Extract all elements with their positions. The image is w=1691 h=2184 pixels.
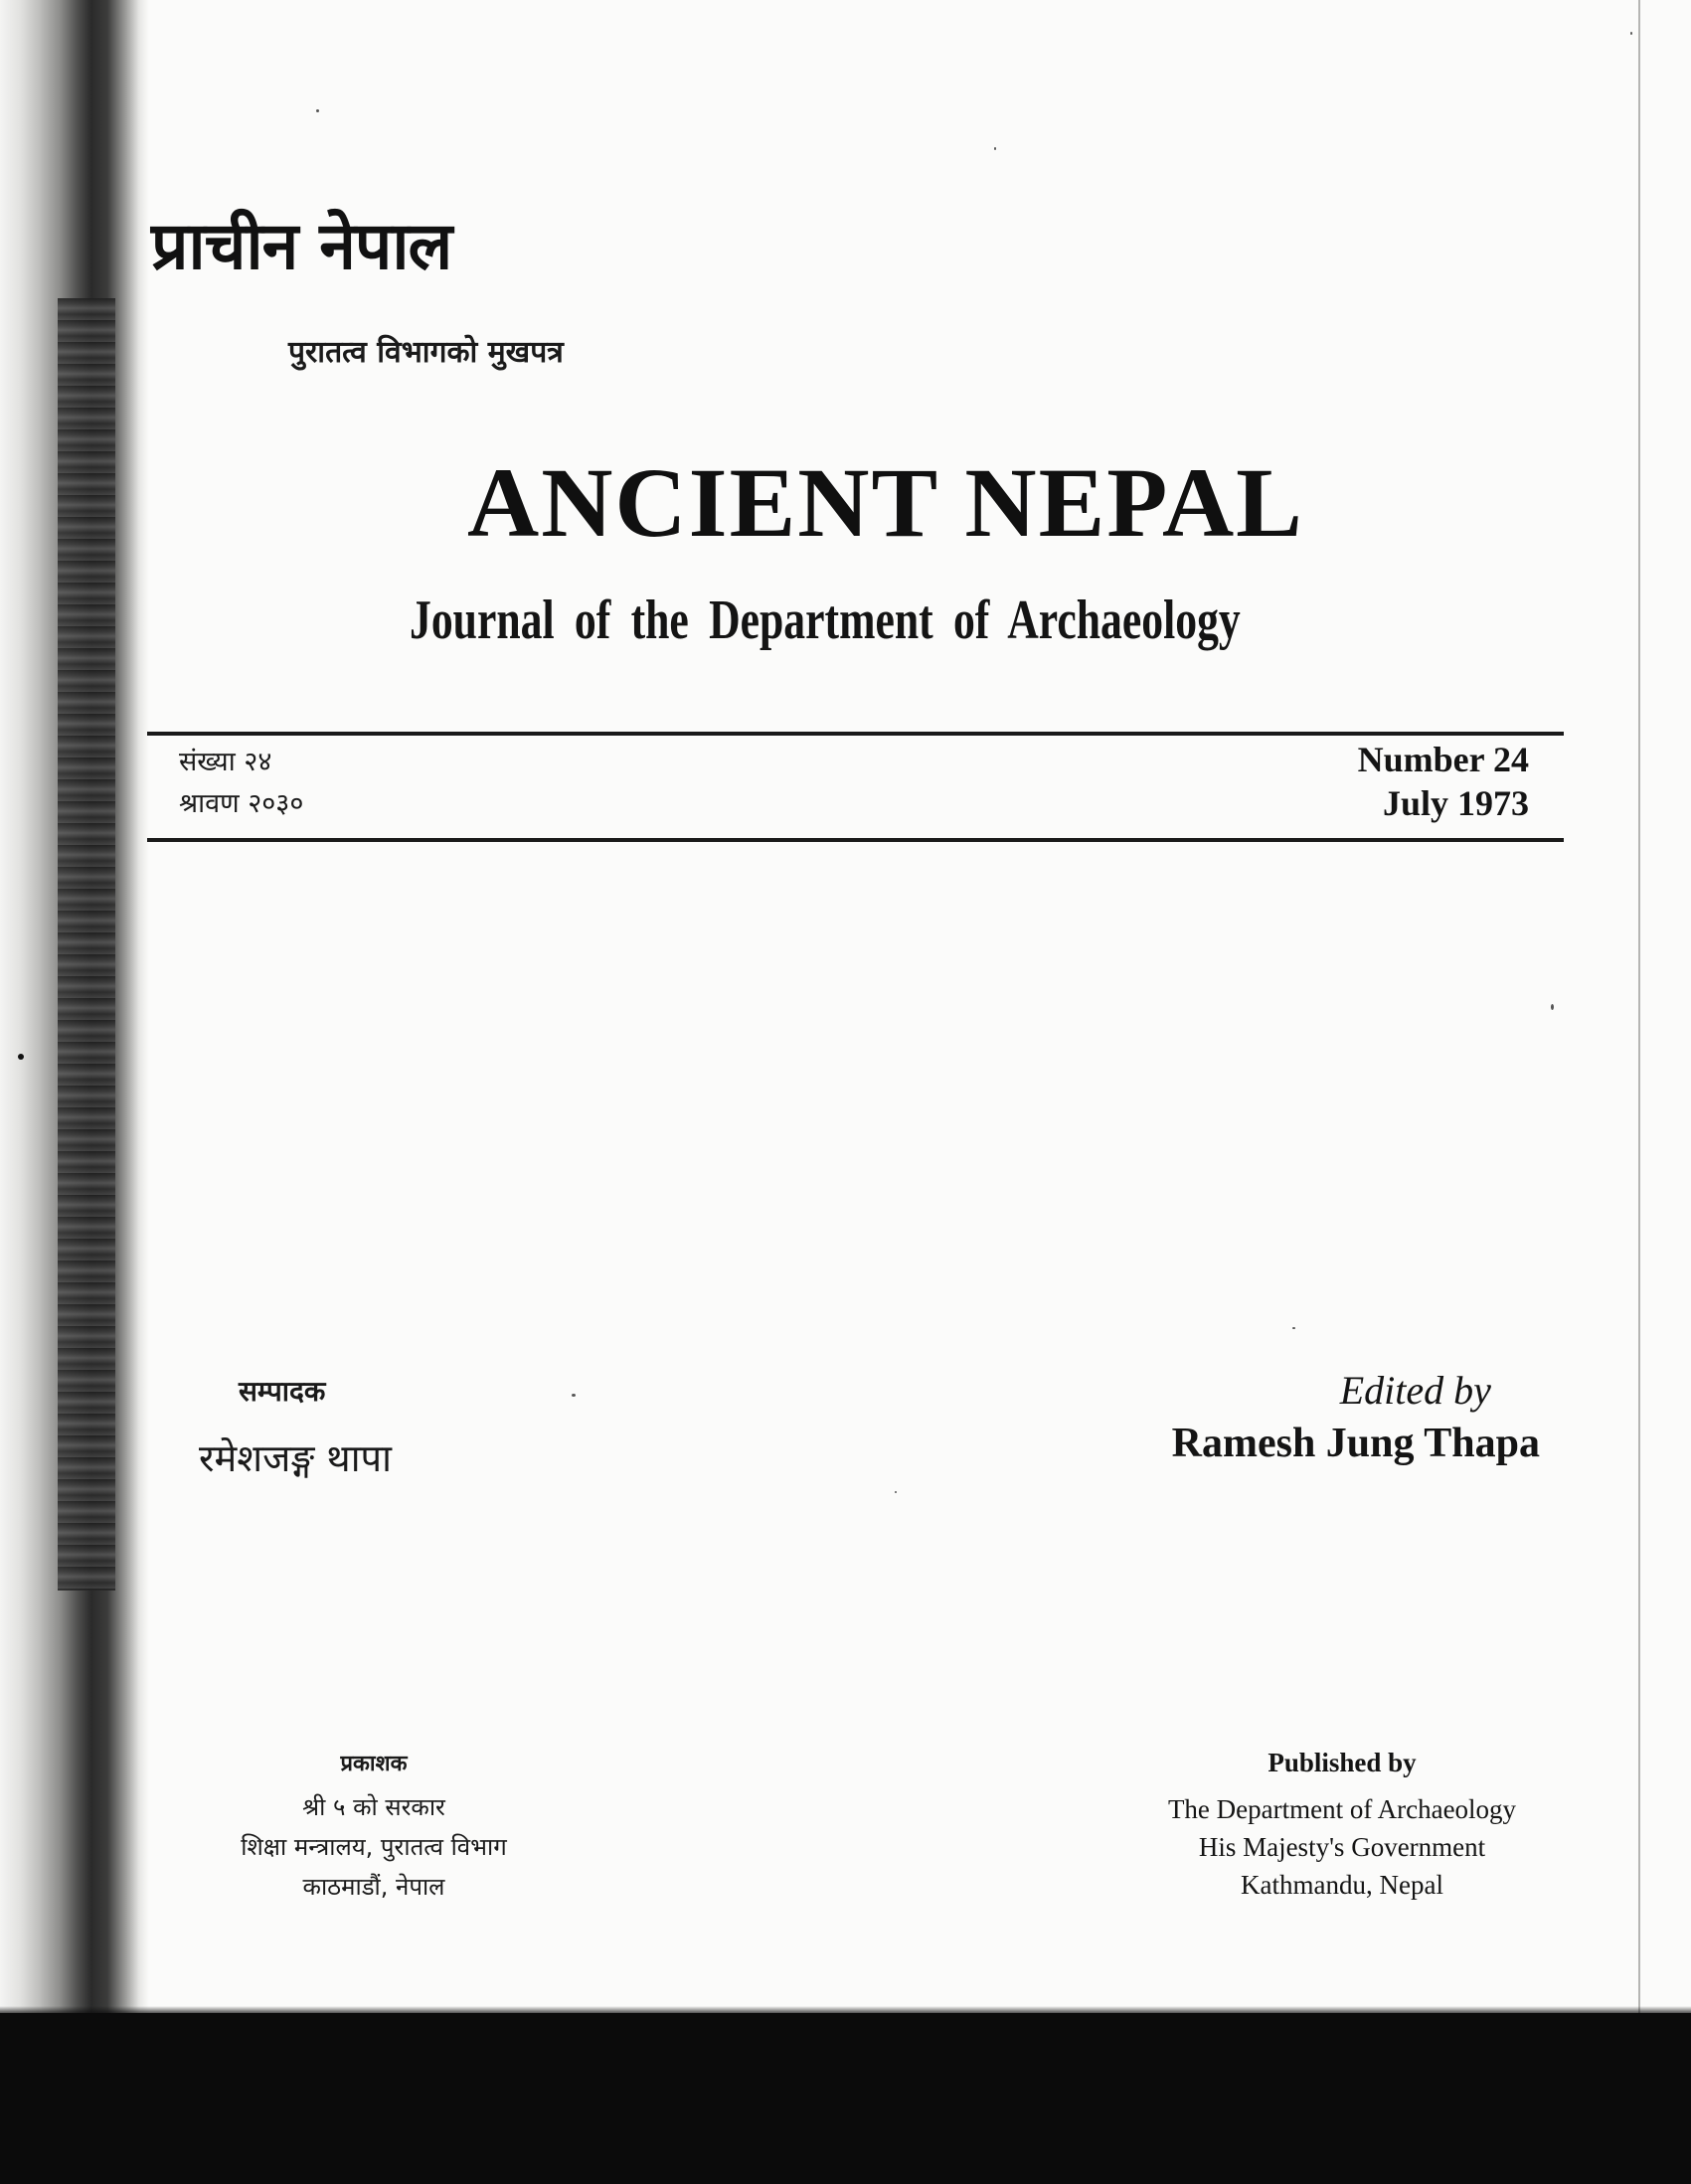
publisher-line-devanagari: श्री ५ को सरकार — [302, 1793, 445, 1821]
publisher — [1133, 1748, 1551, 1904]
scan-speck — [316, 109, 319, 112]
publisher-line: The Department of Archaeology — [1167, 1794, 1517, 1824]
issue-rule-bottom — [147, 838, 1564, 842]
issue-date: July 1973 — [1382, 783, 1529, 823]
scan-speck — [1551, 1004, 1554, 1010]
scan-speck — [1292, 1327, 1295, 1329]
devanagari-journal-title: प्राचीन नेपाल — [151, 208, 452, 284]
journal-title: ANCIENT NEPAL — [467, 447, 1304, 558]
publisher-label: Published by — [1268, 1748, 1417, 1777]
publisher-line-devanagari: काठमाडौं, नेपाल — [302, 1873, 445, 1901]
issue-number: Number 24 — [1357, 740, 1529, 779]
editor-label: Edited by — [1339, 1368, 1491, 1413]
scan-border-bottom — [0, 2013, 1691, 2184]
scan-speck — [895, 1491, 897, 1493]
editor — [1172, 1367, 1540, 1467]
editor-name: Ramesh Jung Thapa — [1171, 1421, 1540, 1466]
page-right-edge — [1638, 0, 1640, 2028]
issue-info-devanagari — [179, 742, 303, 825]
journal-subtitle: Journal of the Department of Archaeology — [410, 589, 1241, 651]
scan-speck — [1630, 32, 1632, 35]
scan-speck — [994, 147, 996, 150]
scanned-binding-edge — [0, 0, 149, 2018]
publisher-devanagari — [195, 1748, 553, 1907]
publisher-line-devanagari: शिक्षा मन्त्रालय, पुरातत्व विभाग — [241, 1833, 507, 1861]
publisher-label-devanagari: प्रकाशक — [340, 1752, 408, 1776]
devanagari-journal-subtitle: पुरातत्व विभागको मुखपत्र — [288, 335, 564, 370]
publisher-line: His Majesty's Government — [1198, 1832, 1486, 1862]
scan-speck — [18, 1054, 24, 1060]
editor-devanagari — [199, 1372, 392, 1483]
binding-shadow — [58, 298, 115, 1591]
issue-info — [1358, 738, 1529, 825]
issue-number-devanagari: संख्या २४ — [179, 747, 272, 777]
issue-date-devanagari: श्रावण २०३० — [179, 788, 304, 819]
publisher-line: Kathmandu, Nepal — [1241, 1870, 1443, 1900]
scan-speck — [572, 1394, 576, 1397]
editor-name-devanagari: रमेशजङ्ग थापा — [199, 1436, 392, 1480]
issue-rule-top — [147, 732, 1564, 736]
editor-label-devanagari: सम्पादक — [239, 1375, 326, 1408]
